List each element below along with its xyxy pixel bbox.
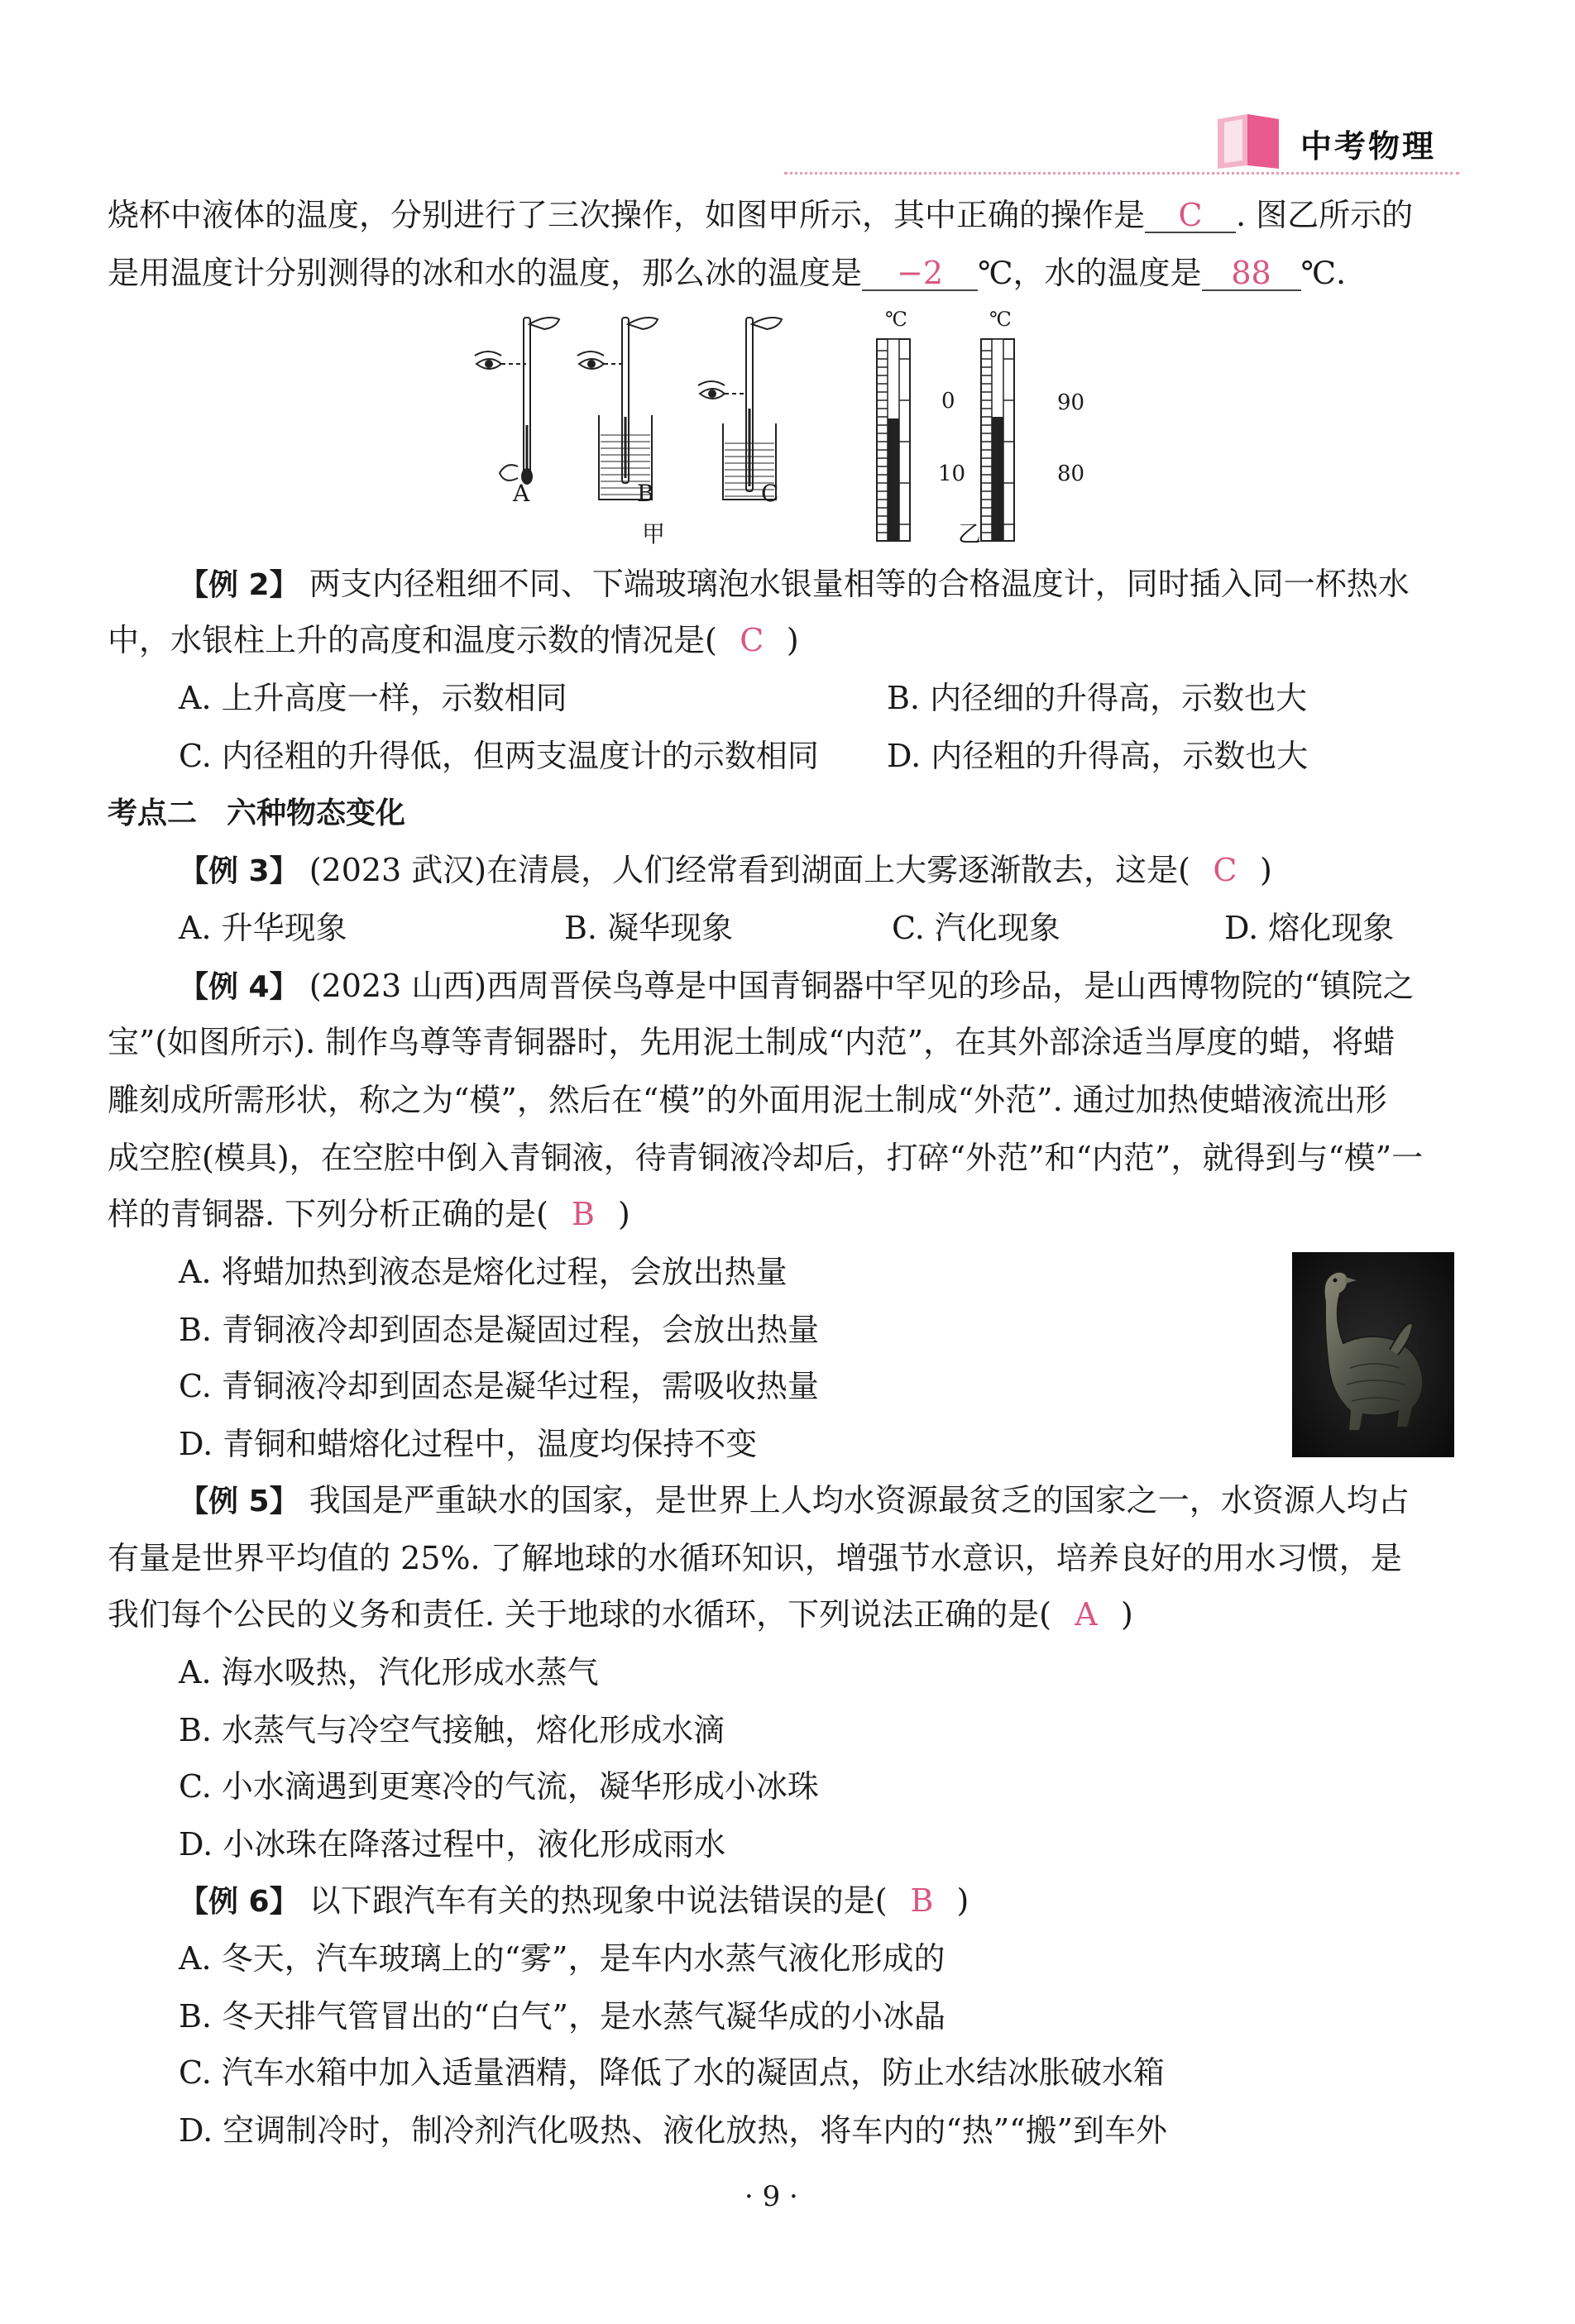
ex2-line-2 — [108, 620, 799, 660]
thermometer-figure — [447, 301, 1108, 549]
question-text: ) — [786, 622, 799, 658]
ex5-option-b: B. 水蒸气与冷空气接触，熔化形成水滴 — [179, 1712, 725, 1748]
question-text: (2023 武汉)在清晨，人们经常看到湖面上大雾逐渐散去，这是( — [309, 852, 1190, 888]
pink-book-icon — [1214, 111, 1282, 170]
answer: −2 — [897, 255, 944, 291]
question-text: 以下跟汽车有关的热现象中说法错误的是( — [309, 1882, 888, 1919]
intro-text: 是用温度计分别测得的冰和水的温度，那么冰的温度是 — [108, 255, 863, 291]
question-text: ) — [956, 1882, 969, 1919]
thermo2-tick-bottom: 80 — [1057, 461, 1085, 486]
example-tag: 【例 6】 — [179, 1885, 299, 1919]
thermometer-water — [981, 339, 1014, 541]
ex2-option-b: B. 内径细的升得高，示数也大 — [887, 680, 1308, 716]
ex4-option-a: A. 将蜡加热到液态是熔化过程，会放出热量 — [179, 1254, 788, 1290]
question-text: 中，水银柱上升的高度和温度示数的情况是( — [108, 622, 717, 658]
label-c: C — [761, 480, 779, 507]
ex3-option-d: D. 熔化现象 — [1224, 910, 1395, 946]
ex2-option-a: A. 上升高度一样，示数相同 — [179, 680, 567, 716]
example-tag: 【例 3】 — [179, 854, 299, 888]
label-b: B — [637, 480, 654, 507]
answer-blank — [1145, 195, 1236, 233]
answer: A — [1075, 1596, 1098, 1633]
answer: 88 — [1231, 255, 1271, 291]
ex3-option-b: B. 凝华现象 — [564, 910, 734, 946]
answer: C — [740, 622, 764, 658]
ex4-option-d: D. 青铜和蜡熔化过程中，温度均保持不变 — [179, 1426, 758, 1462]
header-title: 中考物理 — [1300, 128, 1437, 165]
ex6-option-c: C. 汽车水箱中加入适量酒精，降低了水的凝固点，防止水结冰胀破水箱 — [179, 2054, 1165, 2091]
intro-text: ℃. — [1300, 255, 1347, 291]
intro-line-2 — [108, 253, 1346, 293]
intro-text: 烧杯中液体的温度，分别进行了三次操作，如图甲所示，其中正确的操作是 — [108, 197, 1146, 233]
answer: C — [1178, 197, 1203, 233]
thermo1-unit: ℃ — [885, 308, 907, 331]
ex3-option-c: C. 汽化现象 — [892, 910, 1060, 946]
ex2-line-1 — [179, 564, 1410, 605]
answer-blank — [1202, 253, 1301, 291]
bronze-bird-zun-photo — [1292, 1252, 1454, 1457]
ex4-line-3: 雕刻成所需形状，称之为“模”，然后在“模”的外面用泥土制成“外范”. 通过加热使蜡液流出形 — [108, 1082, 1387, 1118]
ex3-option-a: A. 升华现象 — [179, 910, 347, 946]
intro-text: . 图乙所示的 — [1236, 197, 1414, 233]
ex4-option-c: C. 青铜液冷却到固态是凝华过程，需吸收热量 — [179, 1368, 819, 1404]
answer: C — [1213, 852, 1238, 888]
operation-b-illustration — [577, 318, 658, 500]
thermo1-tick-top: 0 — [941, 389, 955, 414]
header-divider — [784, 172, 1459, 175]
thermo1-tick-bottom: 10 — [938, 461, 966, 486]
ex4-option-b: B. 青铜液冷却到固态是凝固过程，会放出热量 — [179, 1312, 820, 1348]
ex4-line-5 — [108, 1194, 630, 1234]
ex6-option-b: B. 冬天排气管冒出的“白气”，是水蒸气凝华成的小冰晶 — [179, 1998, 945, 2035]
caption-yi: 乙 — [958, 520, 982, 548]
ex5-option-a: A. 海水吸热，汽化形成水蒸气 — [179, 1654, 599, 1690]
ex4-line-2: 宝”(如图所示). 制作鸟尊等青铜器时，先用泥土制成“内范”，在其外部涂适当厚度的蜡，将蜡 — [108, 1024, 1395, 1060]
ex4-line-4: 成空腔(模具)，在空腔中倒入青铜液，待青铜液冷却后，打碎“外范”和“内范”，就得到与“模”一 — [108, 1140, 1424, 1176]
question-text: 我国是严重缺水的国家，是世界上人均水资源最贫乏的国家之一，水资源人均占 — [309, 1482, 1410, 1518]
answer: B — [910, 1882, 934, 1919]
example-tag: 【例 2】 — [179, 568, 299, 602]
question-text: 我们每个公民的义务和责任. 关于地球的水循环，下列说法正确的是( — [108, 1596, 1051, 1633]
ex2-option-c: C. 内径粗的升得低，但两支温度计的示数相同 — [179, 738, 819, 774]
ex6-option-a: A. 冬天，汽车玻璃上的“雾”，是车内水蒸气液化形成的 — [179, 1940, 945, 1977]
thermo2-tick-top: 90 — [1057, 390, 1085, 415]
intro-text: ℃，水的温度是 — [978, 255, 1202, 291]
ex6-line — [179, 1881, 969, 1922]
intro-line-1 — [108, 195, 1413, 235]
answer-blank — [862, 253, 978, 291]
ex5-option-d: D. 小冰珠在降落过程中，液化形成雨水 — [179, 1826, 726, 1863]
ex5-line-2: 有量是世界平均值的 25%. 了解地球的水循环知识，增强节水意识，培养良好的用水习惯，是 — [108, 1540, 1402, 1576]
page-number: · 9 · — [744, 2180, 798, 2213]
question-text: ) — [1259, 852, 1272, 888]
operation-a-illustration — [475, 318, 559, 484]
question-text: 两支内径粗细不同、下端玻璃泡水银量相等的合格温度计，同时插入同一杯热水 — [309, 566, 1410, 602]
operation-c-illustration — [698, 318, 782, 500]
ex6-option-d: D. 空调制冷时，制冷剂汽化吸热、液化放热，将车内的“热”“搬”到车外 — [179, 2112, 1167, 2149]
ex2-option-d: D. 内径粗的升得高，示数也大 — [887, 738, 1309, 774]
ex4-line-1 — [179, 966, 1415, 1007]
ex5-option-c: C. 小水滴遇到更寒冷的气流，凝华形成小冰珠 — [179, 1768, 819, 1805]
question-text: (2023 山西)西周晋侯鸟尊是中国青铜器中罕见的珍品，是山西博物院的“镇院之 — [309, 968, 1415, 1004]
question-text: ) — [1121, 1596, 1133, 1633]
thermo2-unit: ℃ — [989, 308, 1012, 331]
caption-jia: 甲 — [642, 520, 666, 548]
label-a: A — [513, 480, 530, 507]
ex5-line-3 — [108, 1595, 1133, 1634]
thermometer-ice — [877, 339, 910, 541]
ex3-line — [179, 850, 1272, 892]
ex5-line-1 — [179, 1480, 1410, 1522]
example-tag: 【例 4】 — [179, 970, 299, 1004]
question-text: 样的青铜器. 下列分析正确的是( — [108, 1196, 548, 1232]
question-text: ) — [618, 1196, 630, 1232]
answer: B — [572, 1196, 595, 1232]
section-heading: 考点二 六种物态变化 — [108, 796, 406, 830]
example-tag: 【例 5】 — [179, 1485, 299, 1518]
